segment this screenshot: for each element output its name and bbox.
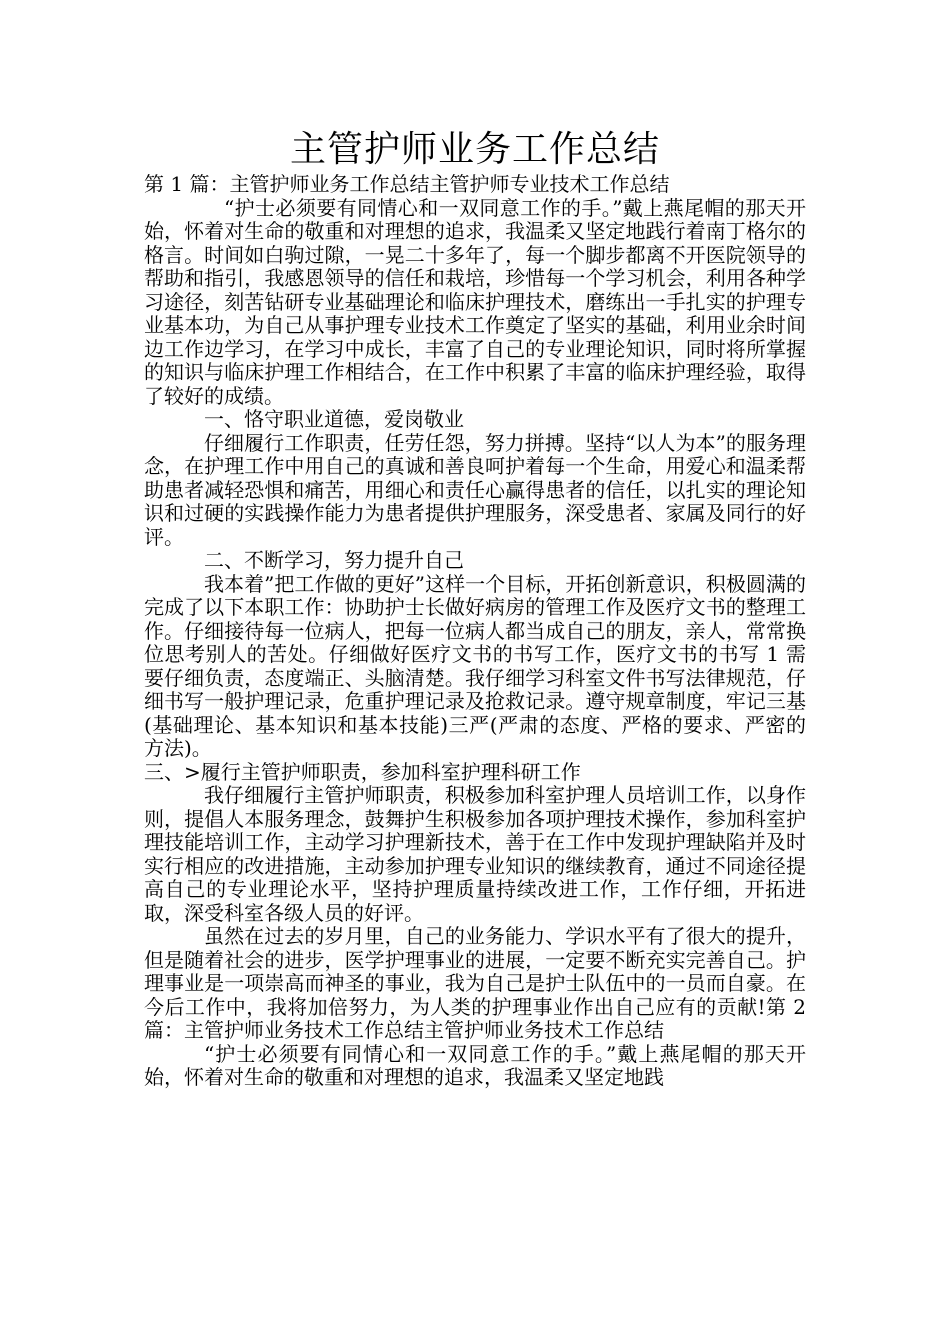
paragraph-section-2: 我本着”把工作做的更好”这样一个目标，开拓创新意识，积极圆满的完成了以下本职工作：协助护士长做好病房的管理工作及医疗文书的整理工作。仔细接待每一位病人，把每一位病人都当成自己的朋友，亲人，常常换位思考别人的苦处。仔细做好医疗文书的书写工作，医疗文书的书写 1 需要仔细负责，态度端正、头脑清楚。我仔细学习科室文件书写法律规范，仔细书写一般护理记录，危重护理记录及抢救记录。遵守规章制度，牢记三基(基础理论、基本知识和基本技能)三严(严肃的态度、严格的要求、严密的方法)。: [144, 571, 806, 760]
section-heading-3: 三、>履行主管护师职责，参加科室护理科研工作: [144, 759, 581, 784]
document-body: [144, 173, 806, 1090]
paragraph-conclusion: 虽然在过去的岁月里，自己的业务能力、学识水平有了很大的提升，但是随着社会的进步，医学护理事业的进展，一定要不断充实完善自己。护理事业是一项崇高而神圣的事业，我为自己是护士队伍中的一员而自豪。在今后工作中，我将加倍努力，为人类的护理事业作出自己应有的贡献!第 2 篇：主管护师业务技术工作总结主管护师业务技术工作总结: [144, 924, 806, 1042]
section-heading-1: 一、恪守职业道德，爱岗敬业: [204, 407, 464, 431]
paragraph-part-2-intro: “护士必须要有同情心和一双同意工作的手。”戴上燕尾帽的那天开始，怀着对生命的敬重和对理想的追求，我温柔又坚定地践: [144, 1041, 806, 1089]
paragraph-section-1: 仔细履行工作职责，任劳任怨，努力拼搏。坚持“以人为本”的服务理念，在护理工作中用自己的真诚和善良呵护着每一个生命，用爱心和温柔帮助患者减轻恐惧和痛苦，用细心和责任心赢得患者的信任，以扎实的理论知识和过硬的实践操作能力为患者提供护理服务，深受患者、家属及同行的好评。: [144, 430, 806, 549]
document-title: 主管护师业务工作总结: [289, 129, 660, 170]
paragraph-section-3: 我仔细履行主管护师职责，积极参加科室护理人员培训工作，以身作则，提倡人本服务理念，鼓舞护生积极参加各项护理技术操作，参加科室护理技能培训工作，主动学习护理新技术，善于在工作中发现护理缺陷并及时实行相应的改进措施，主动参加护理专业知识的继续教育，通过不同途径提高自己的专业理论水平，坚持护理质量持续改进工作，工作仔细，开拓进取，深受科室各级人员的好评。: [144, 783, 806, 925]
section-heading-2: 二、不断学习，努力提升自己: [204, 548, 464, 572]
document-subtitle: 第 1 篇：主管护师业务工作总结主管护师专业技术工作总结: [144, 172, 670, 196]
paragraph-intro: “护士必须要有同情心和一双同意工作的手。”戴上燕尾帽的那天开始，怀着对生命的敬重和对理想的追求，我温柔又坚定地践行着南丁格尔的格言。时间如白驹过隙，一晃二十多年了，每一个脚步都离不开医院领导的帮助和指引，我感恩领导的信任和栽培，珍惜每一个学习机会，利用各种学习途径，刻苦钻研专业基础理论和临床护理技术，磨练出一手扎实的护理专业基本功，为自己从事护理专业技术工作奠定了坚实的基础，利用业余时间边工作边学习，在学习中成长，丰富了自己的专业理论知识，同时将所掌握的知识与临床护理工作相结合，在工作中积累了丰富的临床护理经验，取得了较好的成绩。: [144, 195, 806, 408]
